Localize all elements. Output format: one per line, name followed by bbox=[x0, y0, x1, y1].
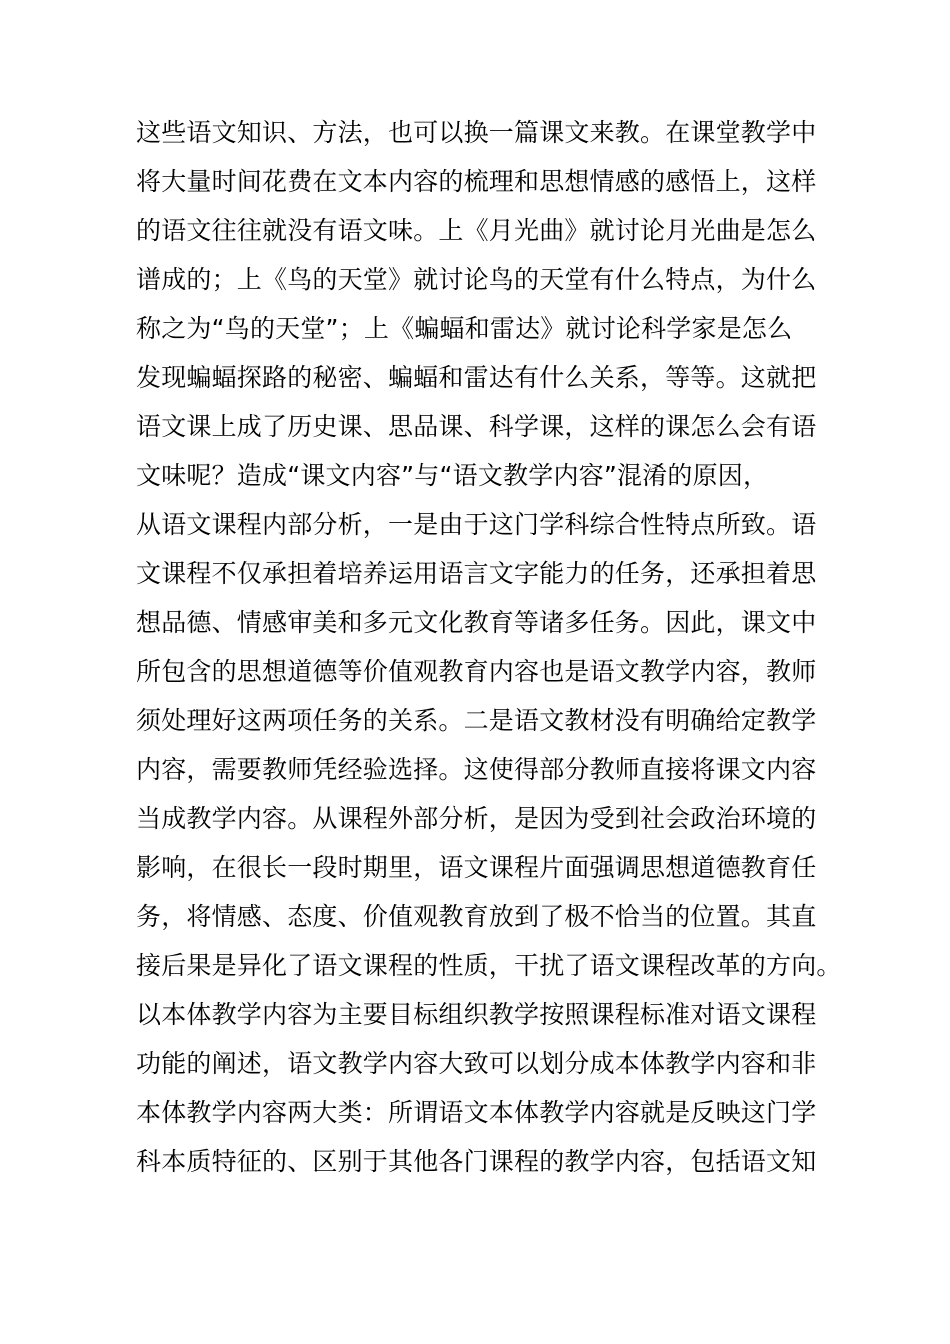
text-line: 须处理好这两项任务的关系。二是语文教材没有明确给定教学 bbox=[136, 706, 817, 735]
text-line: 接后果是异化了语文课程的性质，干扰了语文课程改革的方向。 bbox=[136, 951, 842, 980]
text-line: 文味呢？造成“课文内容”与“语文教学内容”混淆的原因， bbox=[136, 461, 769, 490]
text-line: 称之为“鸟的天堂”；上《蝙蝠和雷达》就讨论科学家是怎么 bbox=[136, 314, 793, 343]
text-line: 本体教学内容两大类：所谓语文本体教学内容就是反映这门学 bbox=[136, 1098, 817, 1127]
text-line: 从语文课程内部分析，一是由于这门学科综合性特点所致。语 bbox=[136, 510, 817, 539]
text-line: 所包含的思想道德等价值观教育内容也是语文教学内容，教师 bbox=[136, 657, 817, 686]
text-line: 谱成的；上《鸟的天堂》就讨论鸟的天堂有什么特点，为什么 bbox=[136, 265, 817, 294]
text-line: 影响，在很长一段时期里，语文课程片面强调思想道德教育任 bbox=[136, 853, 817, 882]
text-line: 这些语文知识、方法，也可以换一篇课文来教。在课堂教学中 bbox=[136, 118, 817, 147]
body-text bbox=[136, 108, 842, 1186]
text-line: 想品德、情感审美和多元文化教育等诸多任务。因此，课文中 bbox=[136, 608, 817, 637]
text-line: 功能的阐述，语文教学内容大致可以划分成本体教学内容和非 bbox=[136, 1049, 817, 1078]
text-line: 务，将情感、态度、价值观教育放到了极不恰当的位置。其直 bbox=[136, 902, 817, 931]
text-line: 当成教学内容。从课程外部分析，是因为受到社会政治环境的 bbox=[136, 804, 817, 833]
text-line: 的语文往往就没有语文味。上《月光曲》就讨论月光曲是怎么 bbox=[136, 216, 817, 245]
text-line: 发现蝙蝠探路的秘密、蝙蝠和雷达有什么关系，等等。这就把 bbox=[136, 363, 817, 392]
text-line: 将大量时间花费在文本内容的梳理和思想情感的感悟上，这样 bbox=[136, 167, 817, 196]
text-line: 内容，需要教师凭经验选择。这使得部分教师直接将课文内容 bbox=[136, 755, 817, 784]
text-line: 以本体教学内容为主要目标组织教学按照课程标准对语文课程 bbox=[136, 1000, 817, 1029]
text-line: 文课程不仅承担着培养运用语言文字能力的任务，还承担着思 bbox=[136, 559, 817, 588]
text-line: 科本质特征的、区别于其他各门课程的教学内容，包括语文知 bbox=[136, 1147, 817, 1176]
text-line: 语文课上成了历史课、思品课、科学课，这样的课怎么会有语 bbox=[136, 412, 817, 441]
